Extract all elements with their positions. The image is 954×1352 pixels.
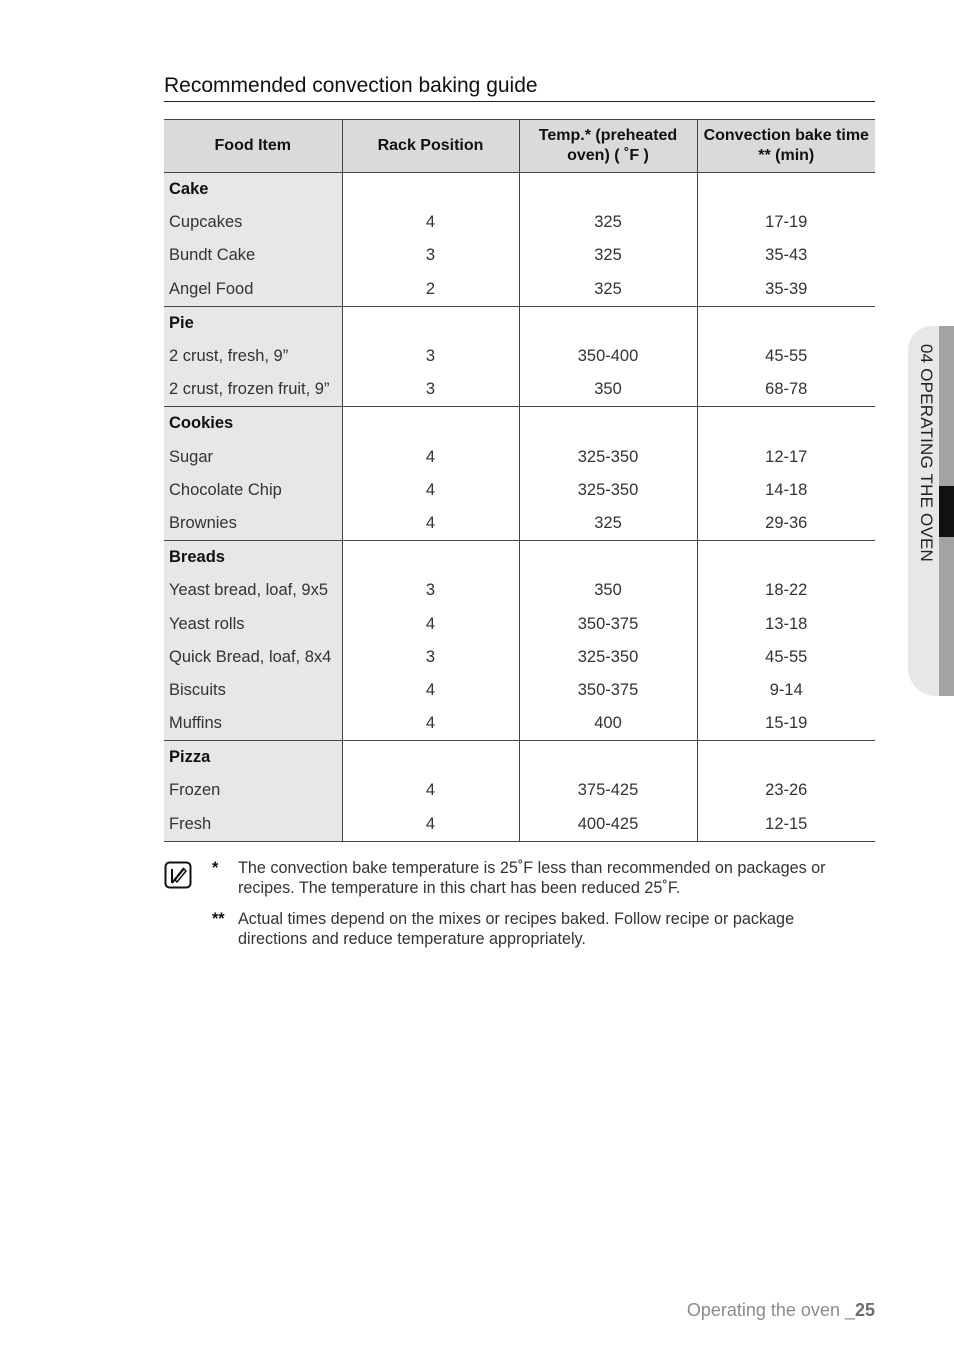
rack-position-cell: 4 (342, 808, 519, 842)
temperature-cell: 325 (519, 239, 697, 272)
empty-cell (342, 541, 519, 575)
footnote-temperature (212, 858, 852, 898)
food-item-cell: Chocolate Chip (164, 474, 342, 507)
rack-position-cell: 3 (342, 239, 519, 272)
rack-position-cell: 4 (342, 607, 519, 640)
temperature-cell: 350-375 (519, 674, 697, 707)
note-pencil-icon (164, 861, 192, 889)
empty-cell (342, 173, 519, 207)
table-body (164, 173, 875, 842)
table-row (164, 607, 875, 640)
food-item-cell: Frozen (164, 774, 342, 807)
table-row (164, 239, 875, 272)
empty-cell (519, 306, 697, 340)
bake-time-cell: 13-18 (697, 607, 875, 640)
temperature-cell: 350 (519, 574, 697, 607)
rack-position-cell: 4 (342, 674, 519, 707)
table-row (164, 774, 875, 807)
rack-position-cell: 3 (342, 574, 519, 607)
empty-cell (697, 306, 875, 340)
food-item-cell: Brownies (164, 507, 342, 541)
food-item-cell: Quick Bread, loaf, 8x4 (164, 641, 342, 674)
group-row (164, 407, 875, 441)
group-name: Pie (164, 306, 342, 340)
temperature-cell: 325 (519, 507, 697, 541)
bake-time-cell: 29-36 (697, 507, 875, 541)
food-item-cell: 2 crust, frozen fruit, 9” (164, 373, 342, 407)
empty-cell (519, 407, 697, 441)
section-title: Recommended convection baking guide (164, 74, 875, 102)
empty-cell (519, 541, 697, 575)
rack-position-cell: 3 (342, 340, 519, 373)
rack-position-cell: 4 (342, 774, 519, 807)
table-row (164, 808, 875, 842)
rack-position-cell: 4 (342, 441, 519, 474)
group-row (164, 741, 875, 775)
rack-position-cell: 3 (342, 641, 519, 674)
temperature-cell: 400-425 (519, 808, 697, 842)
temperature-cell: 350 (519, 373, 697, 407)
bake-time-cell: 45-55 (697, 641, 875, 674)
food-item-cell: Yeast bread, loaf, 9x5 (164, 574, 342, 607)
bake-time-cell: 35-39 (697, 273, 875, 307)
chapter-tab-label: 04 OPERATING THE OVEN (917, 344, 936, 563)
baking-guide-table (164, 119, 875, 842)
table-row (164, 674, 875, 707)
header-rack-position: Rack Position (342, 120, 519, 173)
bake-time-cell: 18-22 (697, 574, 875, 607)
group-row (164, 306, 875, 340)
temperature-cell: 400 (519, 707, 697, 741)
footnote-mark: ** (212, 910, 225, 928)
rack-position-cell: 4 (342, 474, 519, 507)
food-item-cell: Bundt Cake (164, 239, 342, 272)
table-header (164, 120, 875, 173)
group-row (164, 173, 875, 207)
bake-time-cell: 17-19 (697, 206, 875, 239)
page-number: 25 (854, 1300, 875, 1320)
empty-cell (697, 541, 875, 575)
empty-cell (519, 741, 697, 775)
food-item-cell: Cupcakes (164, 206, 342, 239)
temperature-cell: 325-350 (519, 441, 697, 474)
header-food-item: Food Item (164, 120, 342, 173)
table-row (164, 507, 875, 541)
table-row (164, 474, 875, 507)
temperature-cell: 350-375 (519, 607, 697, 640)
bake-time-cell: 68-78 (697, 373, 875, 407)
footnote-text: Actual times depend on the mixes or recipes baked. Follow recipe or package directions and reduce temperature appropriately. (238, 910, 795, 948)
temperature-cell: 325-350 (519, 641, 697, 674)
footer-text: Operating the oven _ (686, 1300, 855, 1320)
temperature-cell: 325-350 (519, 474, 697, 507)
footnote-time (212, 909, 852, 949)
bake-time-cell: 23-26 (697, 774, 875, 807)
table-row (164, 441, 875, 474)
page-footer (687, 1300, 875, 1321)
rack-position-cell: 4 (342, 707, 519, 741)
bake-time-cell: 12-15 (697, 808, 875, 842)
temperature-cell: 325 (519, 273, 697, 307)
empty-cell (697, 407, 875, 441)
food-item-cell: Sugar (164, 441, 342, 474)
rack-position-cell: 4 (342, 507, 519, 541)
table-row (164, 206, 875, 239)
empty-cell (697, 173, 875, 207)
food-item-cell: Angel Food (164, 273, 342, 307)
table-row (164, 273, 875, 307)
empty-cell (697, 741, 875, 775)
header-temperature: Temp.* (preheated oven) ( ˚F ) (519, 120, 697, 173)
bake-time-cell: 15-19 (697, 707, 875, 741)
bake-time-cell: 35-43 (697, 239, 875, 272)
table-row (164, 641, 875, 674)
chapter-tab-marker (939, 486, 954, 537)
table-row (164, 707, 875, 741)
food-item-cell: 2 crust, fresh, 9” (164, 340, 342, 373)
group-name: Pizza (164, 741, 342, 775)
group-name: Cookies (164, 407, 342, 441)
empty-cell (519, 173, 697, 207)
empty-cell (342, 741, 519, 775)
bake-time-cell: 12-17 (697, 441, 875, 474)
temperature-cell: 375-425 (519, 774, 697, 807)
bake-time-cell: 9-14 (697, 674, 875, 707)
header-bake-time: Convection bake time ** (min) (697, 120, 875, 173)
temperature-cell: 325 (519, 206, 697, 239)
table-row (164, 340, 875, 373)
rack-position-cell: 2 (342, 273, 519, 307)
group-row (164, 541, 875, 575)
rack-position-cell: 3 (342, 373, 519, 407)
bake-time-cell: 14-18 (697, 474, 875, 507)
footnote-text: The convection bake temperature is 25˚F less than recommended on packages or recipes. The temperature in this chart has been reduced 25˚F. (238, 859, 826, 897)
footnote-mark: * (212, 859, 219, 877)
table-row (164, 574, 875, 607)
bake-time-cell: 45-55 (697, 340, 875, 373)
group-name: Cake (164, 173, 342, 207)
rack-position-cell: 4 (342, 206, 519, 239)
food-item-cell: Fresh (164, 808, 342, 842)
food-item-cell: Yeast rolls (164, 607, 342, 640)
food-item-cell: Muffins (164, 707, 342, 741)
group-name: Breads (164, 541, 342, 575)
empty-cell (342, 306, 519, 340)
table-row (164, 373, 875, 407)
empty-cell (342, 407, 519, 441)
header-row (164, 120, 875, 173)
temperature-cell: 350-400 (519, 340, 697, 373)
food-item-cell: Biscuits (164, 674, 342, 707)
